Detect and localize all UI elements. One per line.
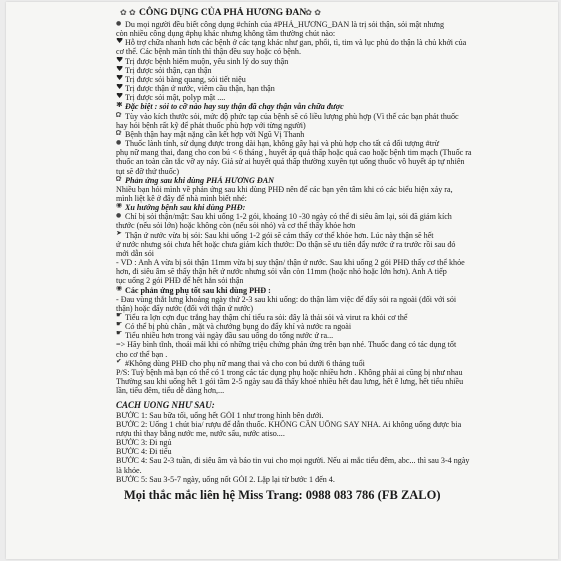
text-line: ♥Trị được bệnh hiếm muộn, yếu sinh lý do suy thận — [116, 57, 548, 66]
text-line: ●Chỉ bị sỏi thận/mật: Sau khi uống 1-2 gói, khoảng 10 -30 ngày có thể đi siêu âm lại, sỏi đã giảm kích — [116, 212, 548, 221]
check-icon — [116, 360, 123, 367]
text-line: thước (nếu sỏi lớn) hoặc không còn (nếu sỏi nhỏ) và cơ thể thấy khỏe hơn — [116, 221, 356, 231]
text-line: ●Thuốc lành tính, sử dụng được trong dài hạn, không gây hại và phù hợp cho tất cả đối tượng #trừ — [116, 139, 548, 148]
text-line: tụt sẽ đỡ thứ thuốc) — [116, 166, 180, 176]
text-line: lần, tiểu đêm, tiểu dễ dàng hơn,... — [116, 386, 225, 396]
usage-step: BƯỚC 5: Sau 3-5-7 ngày, uống nốt GÓI 2. Lặp lại từ bước 1 đến 4. — [116, 474, 335, 484]
text-line: Thường sau khi uống hết 1 gói tầm 2-5 ngày sau đã thấy khoẻ nhiều hết đau lưng, hết ê lưng, hết tiểu nhiều — [116, 377, 464, 387]
text-line: mình liệt kê ở đây để nhà mình biết nhé: — [116, 193, 247, 203]
hand-icon — [116, 323, 123, 330]
text-line: ☛Tiểu ra lợn cợn đục trắng hay thậm chí tiểu ra sỏi: đây là thải sỏi và virut ra khỏi cơ thể — [116, 313, 548, 322]
text-line: ✱Đặc biệt : sỏi to cỡ nào hay suy thận đã chạy thận vẫn chữa được — [116, 102, 548, 111]
text-line: hơn, đi siêu âm sẽ thấy thận hết ứ nước nhưng sỏi vẫn còn 11mm (hoặc nhỏ hoặc lớn hơn). Anh A tiếp — [116, 267, 447, 277]
usage-steps — [116, 411, 548, 484]
text-line: còn nhiều công dụng #phụ khác nhưng không tầm thường chút nào: — [116, 29, 336, 39]
drop-icon — [116, 140, 123, 147]
flower-icon — [130, 9, 137, 16]
text-line: ✔#Không dùng PHĐ cho phụ nữ mang thai và cho con bú dưới 6 tháng tuổi — [116, 359, 548, 368]
text-line: ◉Các phản ứng phụ tốt sau khi dùng PHĐ : — [116, 286, 548, 295]
drop-icon — [116, 21, 123, 28]
arrow-icon — [116, 232, 123, 239]
flower-icon — [116, 113, 123, 120]
text-line: Nhiều bạn hỏi mình về phản ứng sau khi dùng PHĐ nên để các bạn yên tâm khi có các biểu hiện xảy ra, — [116, 184, 453, 194]
sun-icon — [116, 103, 123, 110]
document-lines — [116, 20, 548, 395]
text-line: thuốc an toàn cần tắc vỡ ay náy. Giả sử ai huyết quá thấp thường xuyên tụt uống thuốc vô huyết áp tự nhiên — [116, 157, 465, 167]
hand-icon — [116, 332, 123, 339]
text-line: ✿Bệnh thận hay mật nặng cần kết hợp với Ngũ Vị Thanh — [116, 130, 548, 139]
usage-step: rượu thì thay bằng nước me, nước sấu, nước atiso.... — [116, 428, 285, 438]
flower-icon — [306, 9, 313, 16]
text-line: ♥Trị được sỏi thận, cạn thận — [116, 66, 548, 75]
text-line: cho cơ thể bạn . — [116, 349, 168, 359]
flower-icon — [116, 131, 123, 138]
usage-step: BƯỚC 4: Sau 2-3 tuần, đi siêu âm và báo tin vui cho mọi người. Nếu ai mắc tiểu đêm, abc... thì sau 3-4 ngày — [116, 456, 470, 466]
heart-icon — [116, 85, 123, 92]
flower-icon — [116, 177, 123, 184]
usage-step: BƯỚC 2: Uống 1 chút bia/ rượu để dẫn thuốc. KHÔNG CẦN UỐNG SAY NHA. Ai không uống được bia — [116, 419, 462, 429]
flower-icon — [315, 9, 322, 16]
document-page — [6, 2, 558, 559]
usage-step: là khỏe. — [116, 465, 142, 475]
text-line: phụ nữ mang thai, đang cho con bú < 6 tháng , huyết áp quá thấp hoặc quá cao hoặc bệnh tim mạch (Thuốc ra — [116, 148, 472, 158]
text-line: thận) hoặc đẩy nước (đối với thận ứ nước) — [116, 303, 254, 313]
circle-icon — [116, 287, 123, 294]
hand-icon — [116, 314, 123, 321]
text-line: ☛Tiểu nhiều hơn trong vài ngày đầu sau uống do tống nước ứ ra... — [116, 331, 548, 340]
document-body — [6, 2, 558, 502]
heart-icon — [116, 39, 123, 46]
heart-icon — [116, 94, 123, 101]
text-line: mới dẫn sỏi — [116, 248, 155, 258]
text-line: ♥Hỗ trợ chữa nhanh hơn các bệnh ở các tạng khác như gan, phổi, tì, tim và lục phủ do thận là chủ khởi của — [116, 38, 548, 47]
text-line: ♥Trị được thận ứ nước, viêm cầu thận, hạn thận — [116, 84, 548, 93]
text-line: ♥Trị được sỏi bàng quang, sỏi tiết niệu — [116, 75, 548, 84]
flower-icon — [121, 9, 128, 16]
text-line: ●Du mọi người đều biết công dụng #chính của #PHẢ_HƯƠNG_ĐAN là trị sỏi thận, sỏi mật nhưng — [116, 20, 548, 29]
usage-step: BƯỚC 1: Sau bữa tối, uống hết GÓI 1 như trong hình bên dưới. — [116, 410, 324, 420]
text-line: ☛Có thể bị phù chân , mặt và chướng bụng do đẩy khí và nước ra ngoài — [116, 322, 548, 331]
usage-step: BƯỚC 4: Đi tiểu — [116, 447, 172, 457]
text-line: - VD : Anh A vừa bị sỏi thận 11mm vừa bị suy thận/ thận ứ nước. Sau khi uống 2 gói PHĐ thấy cơ thể khỏe — [116, 258, 465, 268]
contact-line: Mọi thắc mắc liên hệ Miss Trang: 0988 083 786 (FB ZALO) — [124, 487, 441, 502]
text-line: ứ nước nhưng sỏi chưa hết hoặc chưa giảm kích thước: Do thận sẽ ưu tiên đẩy nước ứ ra trước rồi sau đó — [116, 239, 456, 249]
text-line: - Đau vùng thắt lưng khoảng ngày thứ 2-3 sau khi uống: do thận làm việc để đẩy sỏi ra ngoài (đối với sỏi — [116, 294, 457, 304]
circle-icon — [116, 204, 123, 211]
text-line: ◉Xu hướng bệnh sau khi dùng PHĐ: — [116, 203, 548, 212]
text-line: hay hỏi bệnh rất kỹ để phát thuốc phù hợp với từng người) — [116, 120, 306, 130]
usage-heading: CÁCH UỐNG NHƯ SAU: — [116, 401, 215, 411]
text-line: ♥Trị được sỏi mật, polyp mật .... — [116, 93, 548, 102]
text-line: => Hãy bình tĩnh, thoải mái khi có những triệu chứng phản ứng trên bạn nhé. Thuốc đang có tác dụng tốt — [116, 340, 457, 350]
text-line: tục uống 2 gói PHĐ để hết hẳn sỏi thận — [116, 276, 244, 286]
usage-step: BƯỚC 3: Đi ngủ — [116, 438, 172, 448]
document-title: ✿✿CÔNG DỤNG CỦA PHẢ HƯƠNG ĐAN✿✿ — [116, 6, 548, 20]
heart-icon — [116, 76, 123, 83]
text-line: ✿Tùy vào kích thước sỏi, mức độ phức tạp của bệnh sẽ có liều lượng phù hợp (Vì thế các bạn phát thuốc — [116, 112, 548, 121]
text-line: ✿Phản ứng sau khi dùng PHẢ HƯƠNG ĐAN — [116, 176, 548, 185]
text-line: ➤Thận ứ nước vừa bị sỏi: Sau khi uống 1-2 gói sẽ cảm thấy cơ thể khỏe hơn. Lúc này thận sẽ hết — [116, 231, 548, 240]
text-line: cơ thể. Các bệnh mãn tính thì thận đều suy hoặc có bệnh. — [116, 47, 301, 57]
text-line: P/S: Tuỳ bệnh mà bạn có thể có 1 trong các tác dụng phụ hoặc nhiều hơn . Không phải ai cũng bị như nhau — [116, 367, 463, 377]
drop-icon — [116, 213, 123, 220]
heart-icon — [116, 67, 123, 74]
heart-icon — [116, 58, 123, 65]
